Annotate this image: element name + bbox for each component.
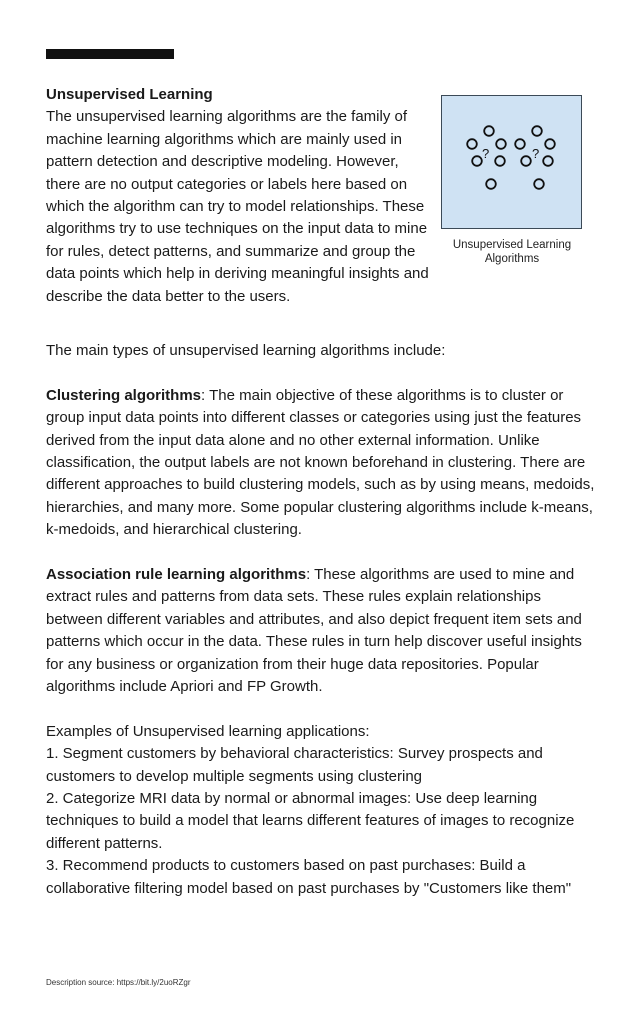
cluster-point (545, 139, 555, 149)
question-mark-right: ? (532, 146, 540, 161)
main-content (46, 340, 601, 900)
question-mark-left: ? (482, 146, 490, 161)
clustering-heading: Clustering algorithms (46, 386, 202, 404)
figure-caption: Unsupervised Learning Algorithms (452, 239, 572, 265)
cluster-point (515, 139, 525, 149)
clustering-text: : The main objective of these algorithms is to cluster or group input data points into different classes or categories using just the features derived from the input data alone and no other external information. Unlike classification, the output labels are not known beforehand in clustering. There are different approaches to build clustering models, such as by using means, medoids, hierarchies, and many more. Some popular clustering algorithms include k-means, k-medoids, and hierarchical clustering. (46, 386, 595, 539)
cluster-point (521, 156, 531, 166)
cluster-point (532, 126, 542, 136)
cluster-point (496, 139, 506, 149)
cluster-point (484, 126, 494, 136)
association-text: : These algorithms are used to mine and extract rules and patterns from data sets. These rules explain relationships between different variables and attributes, and also depict frequent item sets and patterns which occur in the data. These rules in turn help discover useful insights for any business or organization from their huge data repositories. Popular algorithms include Apriori and FP Growth. (46, 566, 582, 696)
section-title: Unsupervised Learning (46, 86, 213, 103)
association-paragraph (46, 564, 601, 698)
example-item: 3. Recommend products to customers based on past purchases: Build a collaborative filtering model based on past purchases by "Customers like them" (46, 857, 572, 897)
intro-section (46, 84, 431, 308)
cluster-point (467, 139, 477, 149)
cluster-point (543, 156, 553, 166)
types-intro: The main types of unsupervised learning algorithms include: (46, 342, 446, 359)
cluster-point (495, 156, 505, 166)
cluster-point (486, 179, 496, 189)
example-item: 1. Segment customers by behavioral characteristics: Survey prospects and customers to develop multiple segments using clustering (46, 745, 543, 785)
clustering-figure (441, 95, 582, 229)
association-heading: Association rule learning algorithms (46, 566, 307, 584)
clusters-illustration (442, 96, 583, 230)
source-footer: Description source: https://bit.ly/2uoRZgr (46, 978, 191, 987)
cluster-point (472, 156, 482, 166)
header-bar (46, 49, 174, 59)
examples-heading: Examples of Unsupervised learning applications: (46, 722, 370, 740)
intro-text: The unsupervised learning algorithms are the family of machine learning algorithms which are mainly used in pattern detection and descriptive modeling. However, there are no output categories or labels here based on which the algorithm can try to model relationships. These algorithms try to use techniques on the input data to mine for rules, detect patterns, and summarize and group the data points which help in deriving meaningful insights and describe the data better to the users. (46, 108, 429, 305)
example-item: 2. Categorize MRI data by normal or abnormal images: Use deep learning techniques to build a model that learns different features of images to recognize different patterns. (46, 790, 575, 852)
clustering-paragraph (46, 385, 601, 542)
cluster-point (534, 179, 544, 189)
